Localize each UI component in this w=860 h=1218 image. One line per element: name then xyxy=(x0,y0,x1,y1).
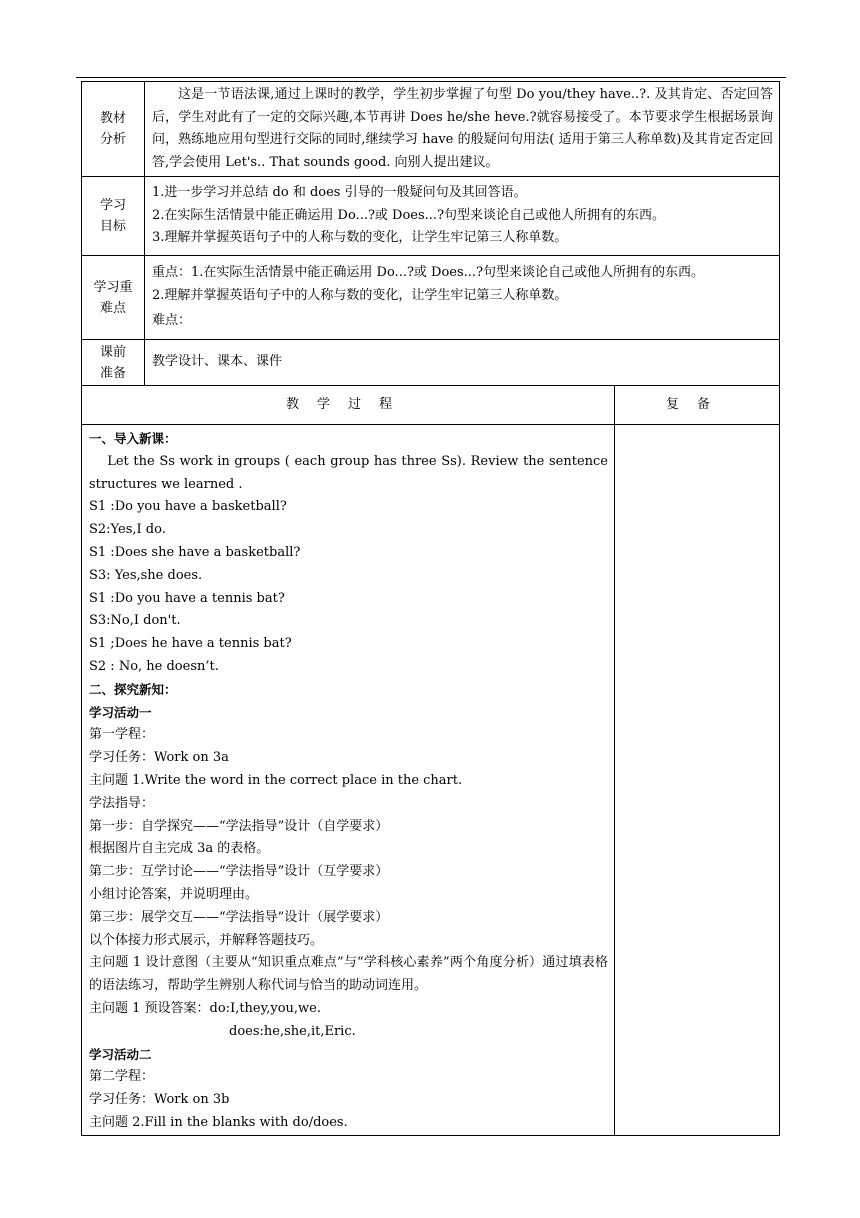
process-header: 教学过程 xyxy=(82,386,615,425)
activity-line: 根据图片自主完成 3a 的表格。 xyxy=(89,841,270,857)
material-analysis-text: 这是一节语法课,通过上课时的教学，学生初步掌握了句型 Do you/they have..?. 及其肯定、否定回答后，学生对此有了一定的交际兴趣,本节再讲 Does he/she heve.?就容易接受了。本节要求学生根据场景询问，熟练地应用句型进行交际的同时,继续学习 have 的般疑问句用法( 适用于第三人称单数)及其肯定否定回答,学会使用 Let's.. That sounds good. 向别人提出建议。 xyxy=(152,87,773,170)
design-intent: 主问题 1 设计意图（主要从“知识重点难点”与“学科核心素养”两个角度分析）通过填表格的语法练习，帮助学生辨别人称代词与恰当的助动词连用。 xyxy=(89,955,608,994)
activity-line: 以个体接力形式展示，并解释答题技巧。 xyxy=(89,932,324,948)
activity-line: 第二学程： xyxy=(89,1069,155,1085)
goal-item: 3.理解并掌握英语句子中的人称与数的变化，让学生牢记第三人称单数。 xyxy=(152,230,568,246)
row-material-analysis xyxy=(82,82,780,177)
review-header: 复备 xyxy=(615,386,780,425)
label-key-points xyxy=(82,256,145,340)
section-title: 二、探究新知： xyxy=(89,681,177,697)
review-content xyxy=(615,425,780,1136)
dialog-line: S1 :Do you have a tennis bat? xyxy=(89,590,285,606)
intro-text: Let the Ss work in groups ( each group has three Ss). Review the sentence structures we learned . xyxy=(89,453,608,492)
row-learning-goals xyxy=(82,177,780,256)
content-material-analysis xyxy=(145,82,780,177)
content-key-points xyxy=(145,256,780,340)
label-text: 学习重 难点 xyxy=(93,279,133,316)
activity-title: 学习活动一 xyxy=(89,704,152,720)
activity-line: 学习任务：Work on 3a xyxy=(89,750,229,766)
activity-line: 第二步：互学讨论——“学法指导”设计（互学要求） xyxy=(89,864,389,880)
activity-line: 学习任务：Work on 3b xyxy=(89,1092,230,1108)
dialog-line: S1 :Do you have a basketball? xyxy=(89,499,287,515)
activity-line: 主问题 2.Fill in the blanks with do/does. xyxy=(89,1114,348,1130)
label-preparation xyxy=(82,340,145,386)
dialog-line: S3: Yes,she does. xyxy=(89,567,203,583)
dialog-line: S3:No,I don't. xyxy=(89,613,181,629)
key-point-item: 2.理解并掌握英语句子中的人称与数的变化，让学生牢记第三人称单数。 xyxy=(152,287,568,303)
activity-line: 第一学程： xyxy=(89,727,155,743)
label-text: 课前 准备 xyxy=(99,344,126,381)
row-process-body xyxy=(82,425,780,1136)
preparation-text: 教学设计、课本、课件 xyxy=(152,354,283,370)
label-text: 学习 目标 xyxy=(99,198,126,234)
difficulty-label: 难点： xyxy=(152,313,192,329)
header-rule xyxy=(76,77,786,78)
goal-item: 2.在实际生活情景中能正确运用 Do...?或 Does...?句型来谈论自己或他人所拥有的东西。 xyxy=(152,207,666,223)
goal-item: 1.进一步学习并总结 do 和 does 引导的一般疑问句及其回答语。 xyxy=(152,185,527,201)
activity-line: 小组讨论答案，并说明理由。 xyxy=(89,886,259,902)
activity-title: 学习活动二 xyxy=(89,1046,152,1062)
activity-line: 主问题 1.Write the word in the correct place in the chart. xyxy=(89,772,463,788)
row-process-header xyxy=(82,386,780,425)
section-title: 一、导入新课： xyxy=(89,431,177,446)
answer-line: does:he,she,it,Eric. xyxy=(229,1023,356,1039)
process-content xyxy=(82,425,615,1136)
key-point-item: 重点：1.在实际生活情景中能正确运用 Do...?或 Does...?句型来谈论自己或他人所拥有的东西。 xyxy=(152,265,705,281)
activity-line: 第三步：展学交互——“学法指导”设计（展学要求） xyxy=(89,909,389,925)
label-material-analysis xyxy=(82,82,145,177)
dialog-line: S2:Yes,I do. xyxy=(89,522,166,538)
dialog-line: S1 ;Does he have a tennis bat? xyxy=(89,636,292,652)
activity-line: 第一步：自学探究——“学法指导”设计（自学要求） xyxy=(89,818,389,834)
content-preparation xyxy=(145,340,780,386)
lesson-plan-table xyxy=(81,81,780,1136)
answer-line: 主问题 1 预设答案：do:I,they,you,we. xyxy=(89,1000,322,1016)
dialog-line: S1 :Does she have a basketball? xyxy=(89,544,301,560)
activity-line: 学法指导： xyxy=(89,795,155,811)
dialog-line: S2 : No, he doesn’t. xyxy=(89,658,219,674)
label-learning-goals xyxy=(82,177,145,256)
content-learning-goals xyxy=(145,177,780,256)
label-text: 教材 分析 xyxy=(99,111,126,147)
row-preparation xyxy=(82,340,780,386)
row-key-points xyxy=(82,256,780,340)
